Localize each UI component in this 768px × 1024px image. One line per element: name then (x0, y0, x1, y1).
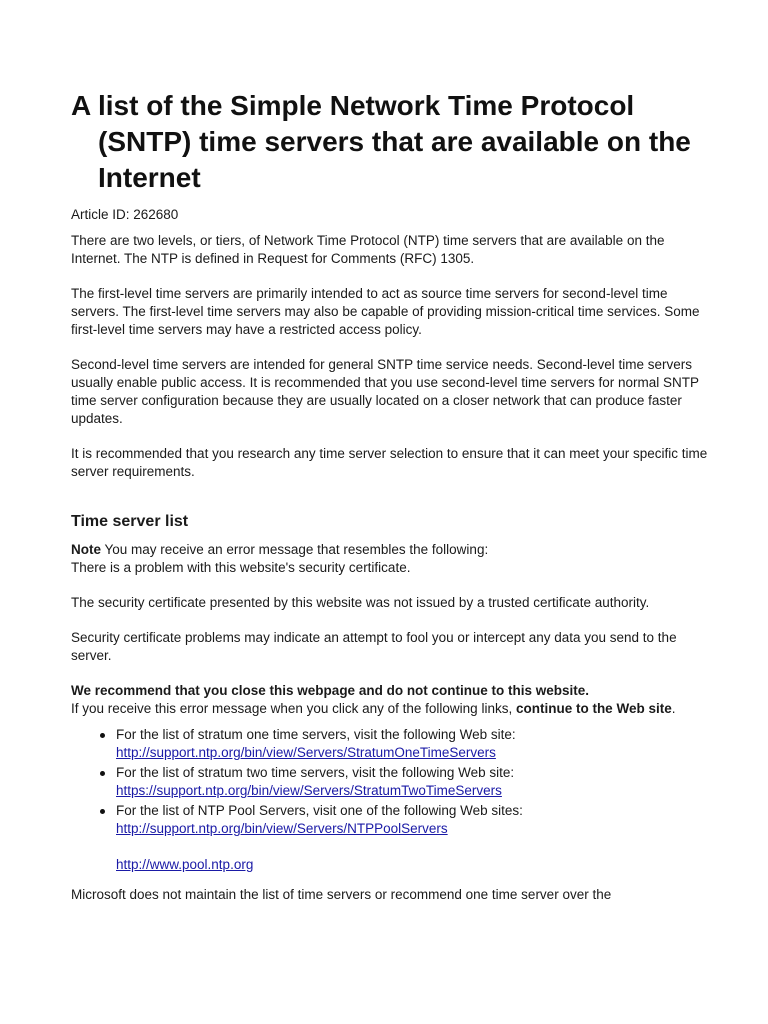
error-line-1: There is a problem with this website's security certificate. (71, 560, 411, 575)
paragraph-2: The first-level time servers are primarily intended to act as source time servers for second-level time servers. The first-level time servers may also be capable of providing mission-critical time services. Some first-level time servers may have a restricted access policy. (71, 286, 700, 337)
section-heading: Time server list (71, 513, 189, 530)
receive-bold: continue to the Web site (515, 701, 672, 716)
recommend-bold: We recommend that you close this webpage and do not continue to this website. (71, 683, 590, 698)
list-item (116, 802, 711, 874)
stratum-two-link[interactable]: https://support.ntp.org/bin/view/Servers/StratumTwoTimeServers (116, 783, 502, 798)
list-item (116, 764, 711, 800)
paragraph-3: Second-level time servers are intended for general SNTP time service needs. Second-level time servers usually enable public access. It is recommended that you use second-level time servers for normal SNTP time server configuration because they are usually located on a closer network that can produce faster updates. (71, 357, 699, 426)
error-line-3: Security certificate problems may indicate an attempt to fool you or intercept any data you send to the server. (71, 630, 677, 663)
ntp-pool-servers-link[interactable]: http://support.ntp.org/bin/view/Servers/NTPPoolServers (116, 821, 448, 836)
paragraph-4: It is recommended that you research any time server selection to ensure that it can meet your specific time server requirements. (71, 446, 708, 479)
receive-text: If you receive this error message when you click any of the following links, (71, 701, 516, 716)
footer-text: Microsoft does not maintain the list of time servers or recommend one time server over the (71, 887, 612, 902)
recommend-paragraph (71, 682, 711, 718)
receive-end: . (671, 701, 676, 716)
list-item-text: For the list of NTP Pool Servers, visit one of the following Web sites: (116, 803, 523, 818)
article-title: A list of the Simple Network Time Protocol (SNTP) time servers that are available on the Internet (71, 90, 691, 193)
note-paragraph (71, 541, 711, 559)
article-id: Article ID: 262680 (71, 207, 179, 222)
note-text: You may receive an error message that resembles the following: (101, 542, 489, 557)
error-line-2: The security certificate presented by this website was not issued by a trusted certificate authority. (71, 595, 650, 610)
list-item-text: For the list of stratum one time servers, visit the following Web site: (116, 727, 516, 742)
pool-ntp-org-link[interactable]: http://www.pool.ntp.org (116, 857, 254, 872)
list-item (116, 726, 711, 762)
paragraph-1: There are two levels, or tiers, of Network Time Protocol (NTP) time servers that are available on the Internet. The NTP is defined in Request for Comments (RFC) 1305. (71, 233, 665, 266)
note-label: Note (71, 542, 101, 557)
list-item-text: For the list of stratum two time servers, visit the following Web site: (116, 765, 515, 780)
server-link-list (71, 726, 711, 874)
stratum-one-link[interactable]: http://support.ntp.org/bin/view/Servers/StratumOneTimeServers (116, 745, 496, 760)
article-content (71, 88, 711, 904)
